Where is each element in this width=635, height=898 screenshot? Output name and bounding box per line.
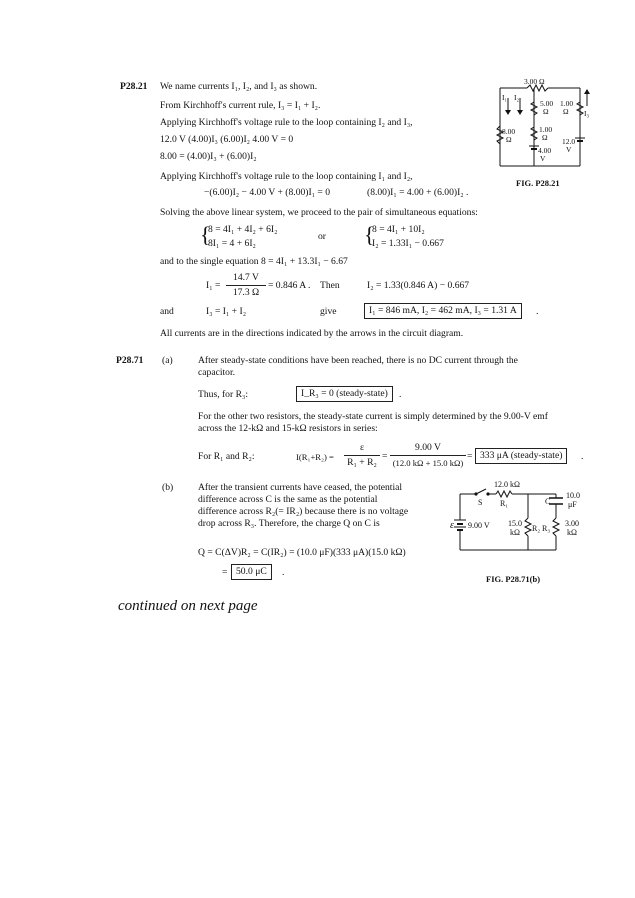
text-line: capacitor. xyxy=(198,367,236,378)
label: 12.0 xyxy=(562,137,576,146)
label: I₁ xyxy=(502,93,508,102)
text-line: give xyxy=(320,306,337,317)
label: 9.00 V xyxy=(468,521,490,530)
text-line: and xyxy=(160,306,174,317)
text-line: After steady-state conditions have been reached, there is no DC current through the xyxy=(198,355,518,366)
text-line: For R₁ and R₂: xyxy=(198,451,255,462)
text-line: . xyxy=(536,306,539,317)
label: 12.0 kΩ xyxy=(494,480,520,489)
part-label: (a) xyxy=(162,355,173,366)
text-line: . xyxy=(399,389,402,400)
problem-number: P28.21 xyxy=(120,81,148,92)
equation: 8I₁ = 4 + 6I₂ xyxy=(208,238,256,249)
label: ε xyxy=(450,520,454,531)
equation: = xyxy=(467,451,473,462)
fraction-bar xyxy=(390,455,466,456)
continued-note: continued on next page xyxy=(118,598,258,614)
text-line: Applying Kirchhoff's voltage rule to the loop containing I₂ and I₃, xyxy=(160,117,413,128)
label: V xyxy=(540,154,546,163)
answer-box: 50.0 μC xyxy=(231,564,272,580)
fraction-numerator: ε xyxy=(359,442,365,453)
label: I₃ xyxy=(584,109,590,118)
text-line: difference across C is the same as the potential xyxy=(198,494,378,505)
label: 8.00 xyxy=(502,127,516,136)
answer-box: I₁ = 846 mA, I₂ = 462 mA, I₃ = 1.31 A xyxy=(364,303,522,319)
answer-box: I_R₃ = 0 (steady-state) xyxy=(296,386,393,402)
label: 15.0 xyxy=(508,519,522,528)
text-line: From Kirchhoff's current rule, I₃ = I₁ + I₂. xyxy=(160,100,321,111)
label: kΩ xyxy=(567,528,577,537)
text-line: Thus, for R₃: xyxy=(198,389,248,400)
label: 3.00 Ω xyxy=(524,77,545,86)
label: 3.00 xyxy=(565,519,579,528)
text-line: We name currents I₁, I₂, and I₃ as shown. xyxy=(160,81,318,92)
text-line: difference across R₂(= IR₂) because there is no voltage xyxy=(198,506,409,517)
figure-caption: FIG. P28.21 xyxy=(516,178,560,188)
text-line: . xyxy=(282,567,285,578)
equation: 8 = 4I₁ + 10I₂ xyxy=(372,224,425,235)
label: Ω xyxy=(543,107,549,116)
fraction-bar xyxy=(226,285,266,286)
label: 1.00 xyxy=(539,125,553,134)
part-label: (b) xyxy=(162,482,174,493)
circuit-diagram-p2821 xyxy=(492,76,592,178)
label: V xyxy=(566,145,572,154)
answer-box: 333 μA (steady-state) xyxy=(475,448,567,464)
label: R₂ xyxy=(532,524,541,533)
equation: I₂ = 1.33(0.846 A) − 0.667 xyxy=(367,280,470,291)
text-line: across the 12-kΩ and 15-kΩ resistors in series: xyxy=(198,423,378,434)
label: Ω xyxy=(542,133,548,142)
equation: 8.00 = (4.00)I₃ + (6.00)I₂ xyxy=(160,151,257,162)
equation: −(6.00)I₂ − 4.00 V + (8.00)I₁ = 0 xyxy=(204,187,331,198)
label: 4.00 xyxy=(538,146,552,155)
label: Ω xyxy=(563,107,569,116)
equation: 8 = 4I₁ + 4I₂ + 6I₂ xyxy=(208,224,278,235)
text-line: All currents are in the directions indicated by the arrows in the circuit diagram. xyxy=(160,328,464,339)
text-line: Then xyxy=(320,280,340,291)
equation: 12.0 V (4.00)I₃ (6.00)I₂ 4.00 V = 0 xyxy=(160,134,294,145)
equation: = xyxy=(222,567,228,578)
equation: = xyxy=(382,451,388,462)
equation: I(R₁+R₂) = xyxy=(296,452,334,462)
fraction-bar xyxy=(344,455,380,456)
fraction-denominator: R₁ + R₂ xyxy=(347,457,377,468)
label: μF xyxy=(568,500,577,509)
fraction-denominator: (12.0 kΩ + 15.0 kΩ) xyxy=(392,458,464,468)
label: R₁ xyxy=(500,499,509,508)
label: I₂ xyxy=(514,93,520,102)
text-line: After the transient currents have ceased, the potential xyxy=(198,482,403,493)
fraction-numerator: 14.7 V xyxy=(233,272,259,283)
label: kΩ xyxy=(510,528,520,537)
equation: (8.00)I₁ = 4.00 + (6.00)I₂ . xyxy=(367,187,469,198)
text-line: . xyxy=(581,451,584,462)
text-line: Applying Kirchhoff's voltage rule to the loop containing I₁ and I₂, xyxy=(160,171,413,182)
label: R₃ xyxy=(542,524,551,533)
label: 1.00 xyxy=(560,99,574,108)
fraction-denominator: 17.3 Ω xyxy=(232,287,260,298)
text-line: Solving the above linear system, we proceed to the pair of simultaneous equations: xyxy=(160,207,478,218)
label: 5.00 xyxy=(540,99,554,108)
equation: = 0.846 A . xyxy=(268,280,311,291)
equation: I₃ = I₁ + I₂ xyxy=(206,306,247,317)
text-line: For the other two resistors, the steady-state current is simply determined by the 9.00-V emf xyxy=(198,411,548,422)
equation: I₂ = 1.33I₁ − 0.667 xyxy=(372,238,444,249)
label: Ω xyxy=(506,135,512,144)
brace: { xyxy=(364,222,375,247)
label: C xyxy=(545,497,551,506)
equation: I₁ = xyxy=(206,280,221,291)
text-line: drop across R₃. Therefore, the charge Q on C is xyxy=(198,518,380,529)
figure-caption: FIG. P28.71(b) xyxy=(486,574,541,584)
problem-number: P28.71 xyxy=(116,355,144,366)
label: 10.0 xyxy=(566,491,580,500)
text-line: or xyxy=(318,231,326,242)
equation: and to the single equation 8 = 4I₁ + 13.3I₁ − 6.67 xyxy=(160,256,348,267)
label: S xyxy=(478,498,483,507)
brace: { xyxy=(200,222,211,247)
equation: Q = C(ΔV)R₂ = C(IR₂) = (10.0 μF)(333 μA)(15.0 kΩ) xyxy=(198,547,406,558)
fraction-numerator: 9.00 V xyxy=(415,442,441,453)
circuit-diagram-p2871 xyxy=(448,478,588,572)
